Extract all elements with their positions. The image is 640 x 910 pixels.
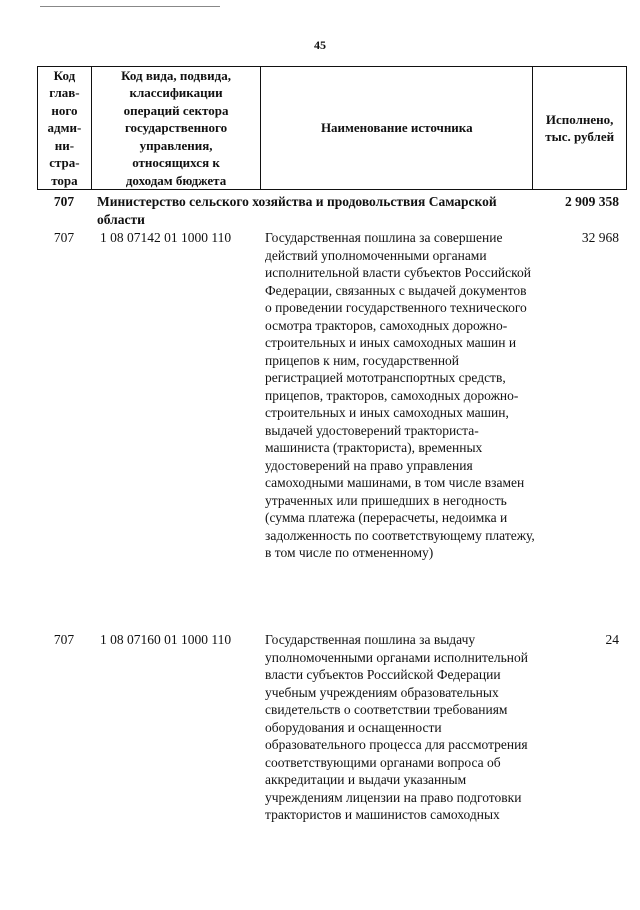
row-amount: 32 968: [581, 230, 619, 245]
header-source-name: Наименование источника: [261, 67, 533, 189]
row-kbk-code: 1 08 07160 01 1000 110: [100, 632, 232, 647]
row-amount: 24: [605, 632, 619, 647]
ministry-name: Министерство сельского хозяйства и продовольствия Самарской области: [97, 194, 497, 227]
header-admin-code: Код глав- ного адми- ни- стра- тора: [38, 67, 92, 189]
scan-artifact-line: [40, 6, 220, 7]
row-kbk-code: 1 08 07142 01 1000 110: [100, 230, 232, 245]
row-admin-code: 707: [53, 230, 75, 245]
ministry-code: 707: [53, 194, 75, 209]
header-kbk-code: Код вида, подвида, классификации операций сектора государственного управления, относящихся к доходам бюджета: [92, 67, 261, 189]
header-executed: Исполнено, тыс. рублей: [545, 111, 615, 144]
table-header: [37, 66, 627, 190]
row-source-name: Государственная пошлина за выдачу уполномоченными органами исполнительной власти субъектов Российской Федерации учебным учреждениям образовательных свидетельств о соответствии требованиям оборудования и оснащенности образовательного процесса для рассмотрения соответствующими органами вопроса об аккредитации и выдачи указанным учреждениям лицензии на право подготовки трактористов и машинистов самоходных: [265, 632, 528, 822]
ministry-amount: 2 909 358: [565, 194, 619, 209]
row-source-name: Государственная пошлина за совершение действий уполномоченными органами исполнительной власти субъектов Российской Федерации, связанных с выдачей документов о проведении государственного технического осмотра тракторов, самоходных дорожно-строительных и иных самоходных машин и прицепов к ним, государственной регистрацией мототранспортных средств, прицепов, тракторов, самоходных дорожно-строительных и иных самоходных машин, выдачей удостоверений тракториста-машиниста (тракториста), временных удостоверений на право управления самоходными машинами, в том числе взамен утраченных или пришедших в негодность (сумма платежа (перерасчеты, недоимка и задолженность по соответствующему платежу, в том числе по отмененному): [265, 230, 535, 560]
row-admin-code: 707: [53, 632, 75, 647]
page-number: 45: [314, 38, 326, 52]
